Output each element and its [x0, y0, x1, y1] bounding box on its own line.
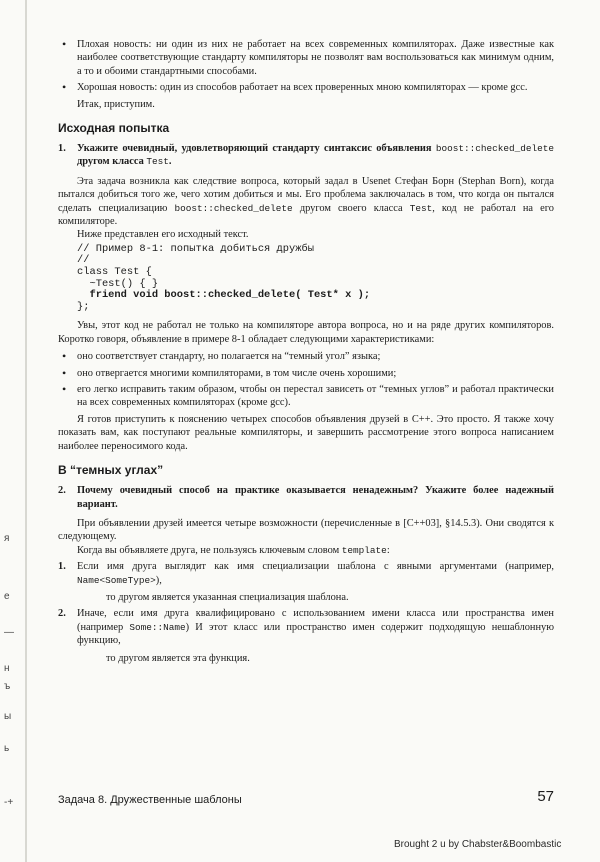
margin-mark: ъ: [4, 681, 11, 692]
code-inline: Test: [146, 156, 169, 168]
paragraph: При объявлении друзей имеется четыре возможности (перечисленные в [C++03], §14.5.3). Они сводятся к следующему.: [58, 517, 554, 543]
margin-mark: е: [4, 591, 10, 602]
section-heading-initial-attempt: Исходная попытка: [58, 121, 170, 136]
code-inline: Test: [409, 202, 433, 214]
paragraph: Ниже представлен его исходный текст.: [77, 229, 249, 241]
task-number: 1.: [58, 143, 66, 155]
margin-mark: -+: [4, 797, 14, 808]
paragraph: Увы, этот код не работал не только на компиляторе автора вопроса, но и на ряде других компиляторов. Коротко говоря, объявление в примере 8-1 обладает следующими характеристиками:: [58, 320, 554, 345]
code-inline: boost::checked_delete: [435, 143, 554, 155]
rule-result: то другом является эта функция.: [106, 652, 250, 664]
text-run: Если имя друга выглядит как имя специализации шаблона с явными аргументами (например,: [77, 561, 554, 573]
code-block-example-8-1: [77, 244, 554, 314]
code-inline: template: [341, 544, 387, 556]
item-number: 2.: [58, 608, 66, 620]
intro-bullet-list: [58, 38, 554, 95]
task-number: 2.: [58, 485, 66, 497]
page-number: 57: [537, 788, 554, 805]
margin-mark: н: [4, 663, 10, 674]
margin-mark: я: [4, 533, 10, 544]
rule-item-2: [58, 607, 554, 647]
task-text: Почему очевидный способ на практике оказывается ненадежным? Укажите более надежный вариант.: [77, 485, 554, 510]
item-number: 1.: [58, 561, 66, 573]
paragraph: Я готов приступить к пояснению четырех способов объявления друзей в C++. Это просто. Я также хочу показать вам, как поступают реальные компиляторы, и завершить рассмотрение этого вопроса написанием наиболее переносимого кода.: [58, 413, 554, 452]
list-item: • его легко исправить таким образом, чтобы он перестал зависеть от “темных углов” и работал практически на всех современных компиляторах (кроме gcc).: [58, 383, 554, 410]
margin-mark: ь: [4, 743, 10, 754]
left-margin-fragments: [2, 0, 18, 862]
text-run: ),: [155, 574, 162, 586]
text-run: Эта задача возникла как следствие вопроса, который задал в Usenet Стефан Борн (Stephan Born), когда пытался добиться того же, чего хотим добиться и мы. Его проблема заключалась в том, что когда он пытался сделать специализацию: [58, 175, 554, 214]
rule-result: то другом является указанная специализация шаблона.: [106, 591, 349, 603]
task-text: Укажите очевидный, удовлетворяющий стандарту синтаксис объявления: [77, 143, 432, 155]
code-inline: Some::Name: [129, 621, 186, 633]
text-run: ) И этот класс или пространство имен содержит подходящую нешаблонную функцию,: [77, 621, 554, 647]
code-line: // Пример 8-1: попытка добиться дружбы: [77, 242, 314, 255]
margin-mark: —: [4, 627, 14, 638]
running-footer-title: Задача 8. Дружественные шаблоны: [58, 794, 242, 806]
intro-closing: Итак, приступим.: [77, 98, 155, 110]
page-footer: [58, 790, 554, 810]
code-line: ~Test() { }: [77, 277, 159, 290]
code-inline: boost::checked_delete: [174, 202, 293, 214]
task-text: другом класса: [77, 156, 144, 168]
text-run: :: [386, 544, 390, 556]
section-heading-dark-corners: В “темных углах”: [58, 463, 164, 478]
text-run: , код не работал на его компиляторе.: [58, 202, 554, 228]
task-2: [58, 484, 554, 511]
binding-edge: [25, 0, 27, 862]
task-1: [58, 142, 554, 169]
paragraph: [58, 175, 554, 229]
text-run: Иначе, если имя друга квалифицировано с использованием имени класса или пространства имен (например: [77, 608, 554, 633]
code-line: };: [77, 300, 90, 313]
list-item: • Хорошая новость: один из способов работает на всех проверенных мною компиляторах — кроме gcc.: [58, 81, 554, 94]
scan-credit: Brought 2 u by Chabster&Boombastic: [394, 839, 562, 850]
list-item: • оно отвергается многими компиляторами, в том числе очень хорошими;: [58, 367, 554, 380]
list-item: • оно соответствует стандарту, но полагается на “темный угол” языка;: [58, 350, 554, 363]
list-item: • Плохая новость: ни один из них не работает на всех современных компиляторах. Даже известные как наиболее соответствующие стандарту компиляторы не позволят вам воспользоваться как минимум одним, а то и обоими стандартными способами.: [58, 38, 554, 78]
margin-mark: ы: [4, 711, 12, 722]
code-line: //: [77, 254, 90, 267]
code-inline: Name<SomeType>: [77, 574, 156, 586]
text-run: другом своего класса: [299, 202, 403, 214]
characteristics-list: [58, 350, 554, 410]
rule-item-1: [58, 560, 554, 587]
paragraph: [58, 544, 554, 557]
code-line: friend void boost::checked_delete( Test* x );: [77, 289, 371, 302]
task-text: .: [168, 156, 172, 168]
code-line: class Test {: [77, 266, 152, 279]
text-run: Когда вы объявляете друга, не пользуясь ключевым словом: [77, 544, 340, 556]
page-body: [58, 38, 554, 667]
